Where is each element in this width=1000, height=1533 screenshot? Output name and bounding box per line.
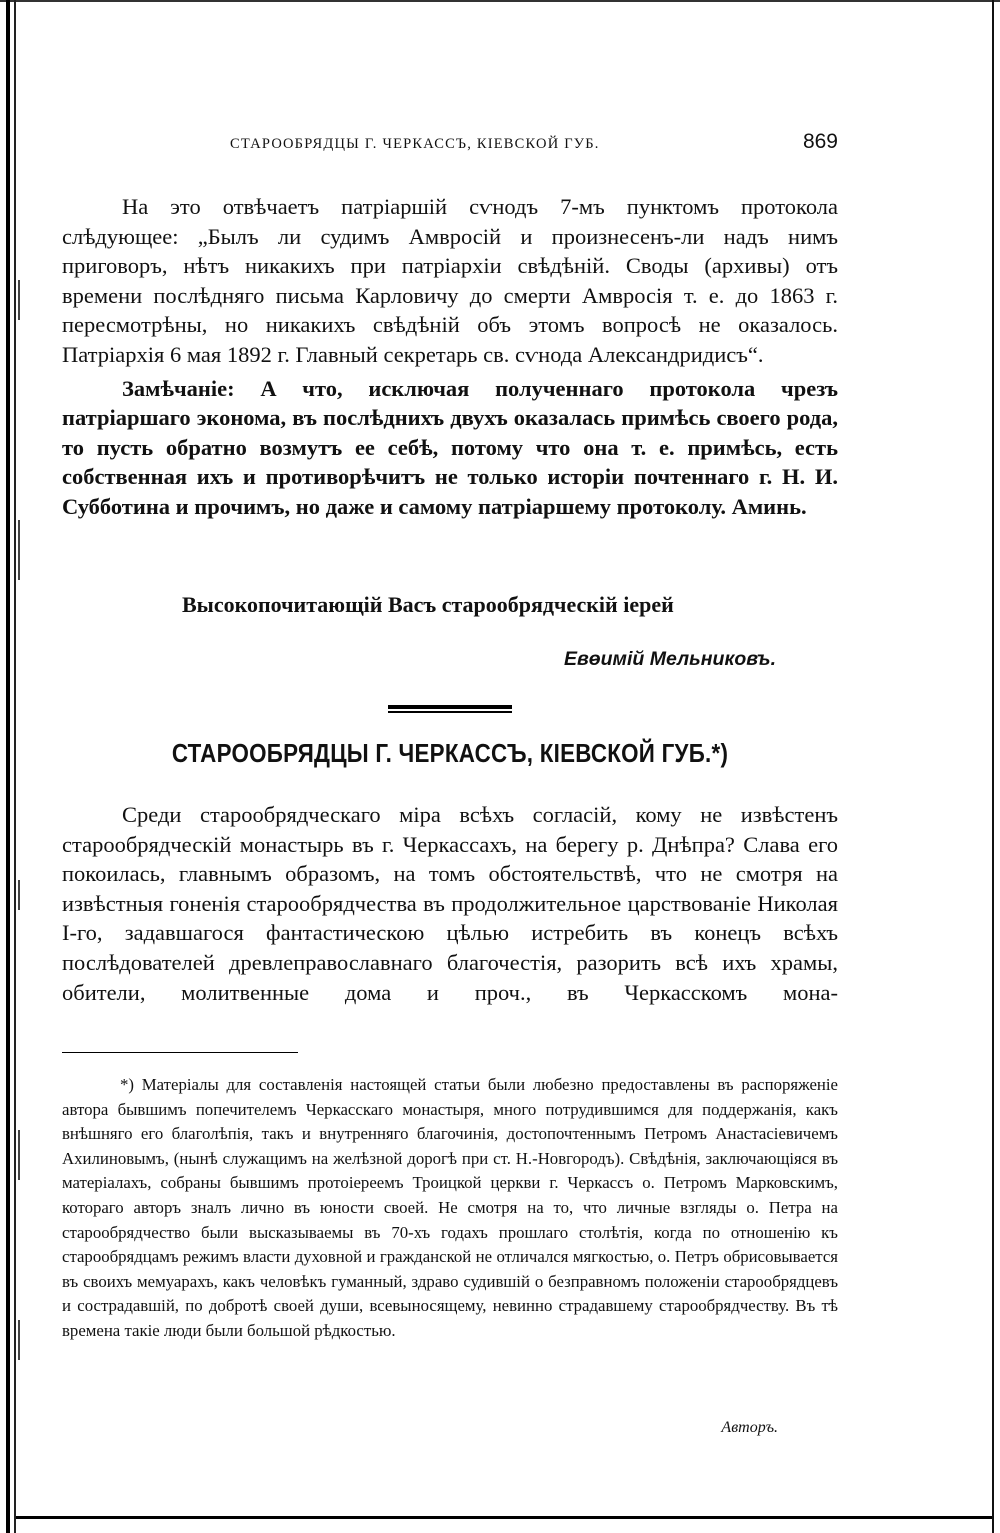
- letter-paragraph-remark: Замѣчаніе: А что, исключая полученнаго протокола чрезъ патріаршаго эконома, въ послѣднихъ двухъ оказалась примѣсь своего рода, то пусть обратно возмутъ ее себѣ, потому что она т. е. примѣсь, есть собственная ихъ и противорѣчитъ не только исторіи почтеннаго г. Н. И. Субботина и прочимъ, но даже и самому патріаршему протоколу. Аминь.: [62, 375, 838, 519]
- article-title: СТАРООБРЯДЦЫ Г. ЧЕРКАССЪ, КІЕВСКОЙ ГУБ.*): [171, 738, 729, 768]
- letter-body: [62, 192, 838, 522]
- scan-top-edge: [0, 0, 1000, 2]
- running-head: [62, 130, 838, 158]
- scan-left-inner-edge: [14, 0, 16, 1533]
- article-body: [62, 800, 838, 1007]
- page-number: 869: [802, 130, 838, 153]
- footnote-rule: [62, 1052, 298, 1053]
- running-title: СТАРООБРЯДЦЫ Г. ЧЕРКАССЪ, КІЕВСКОЙ ГУБ.: [230, 136, 600, 152]
- letter-paragraph-synod-reply: На это отвѣчаетъ патріаршій сѵнодъ 7-мъ пунктомъ протокола слѣдующее: „Былъ ли судимъ Амвросій и произнесенъ-ли надъ нимъ приговоръ, нѣтъ никакихъ при патріархіи свѣдѣній. Своды (архивы) отъ времени послѣдняго письма Карловичу до смерти Амвросія т. е. до 1863 г. пересмотрѣны, но никакихъ свѣдѣній объ этомъ вопросѣ не оказалось. Патріархія 6 мая 1892 г. Главный секретарь св. сѵнода Александридисъ“.: [62, 194, 838, 367]
- scan-right-edge: [992, 0, 994, 1533]
- footnote-author: Авторъ.: [721, 1419, 778, 1436]
- letter-signature: Евѳимій Мельниковъ.: [563, 648, 776, 670]
- scan-margin-marks: [18, 0, 24, 1533]
- scan-bottom-edge: [16, 1516, 992, 1519]
- scan-left-edge: [6, 0, 10, 1533]
- section-divider: [388, 705, 512, 713]
- letter-signoff: Высокопочитающій Васъ старообрядческій іерей: [182, 592, 674, 617]
- footnote-text: *) Матеріалы для составленія настоящей статьи были любезно предоставлены въ распоряженіе автора бывшимъ попечителемъ Черкасскаго монастыря, много потрудившимся для поддержанія, какъ внѣшняго его благолѣпія, такъ и внутренняго благочинія, достопочтеннымъ Петромъ Анастасіевичемъ Ахилиновымъ, (нынѣ служащимъ на желѣзной дорогѣ при ст. Н.-Новгородъ). Свѣдѣнія, заключающіяся въ матеріалахъ, собраны бывшимъ протоіереемъ Троицкой церкви г. Черкассъ о. Петромъ Марковскимъ, котораго авторъ зналъ лично въ юности своей. Не смотря на то, что личные взгляды о. Петра на старообрядчество были высказываемы въ 70-хъ годахъ прошлаго столѣтія, когда по отношенію къ старообрядцамъ режимъ власти духовной и гражданской не отличался мягкостью, о. Петръ обрисовывается въ своихъ мемуарахъ, какъ человѣкъ гуманный, здраво судившій о безправномъ положеніи старообрядцевъ и сострадавшій, по добротѣ своей души, всевыносящему, невинно страдавшему старообрядчеству. Въ тѣ времена такіе люди были большой рѣдкостью.: [62, 1075, 838, 1340]
- article-paragraph: Среди старообрядческаго міра всѣхъ согласій, кому не извѣстенъ старообрядческій монастырь въ г. Черкассахъ, на берегу р. Днѣпра? Слава его покоилась, главнымъ образомъ, на томъ обстоятельствѣ, что не смотря на извѣстныя гоненія старообрядчества въ продолжительное царствованіе Николая I-го, задавшагося фантастическою цѣлью истребить въ конецъ всѣхъ послѣдователей древлеправославнаго благочестія, разорить всѣ ихъ храмы, обители, молитвенные дома и проч., въ Черкасскомъ мона-: [62, 802, 838, 1005]
